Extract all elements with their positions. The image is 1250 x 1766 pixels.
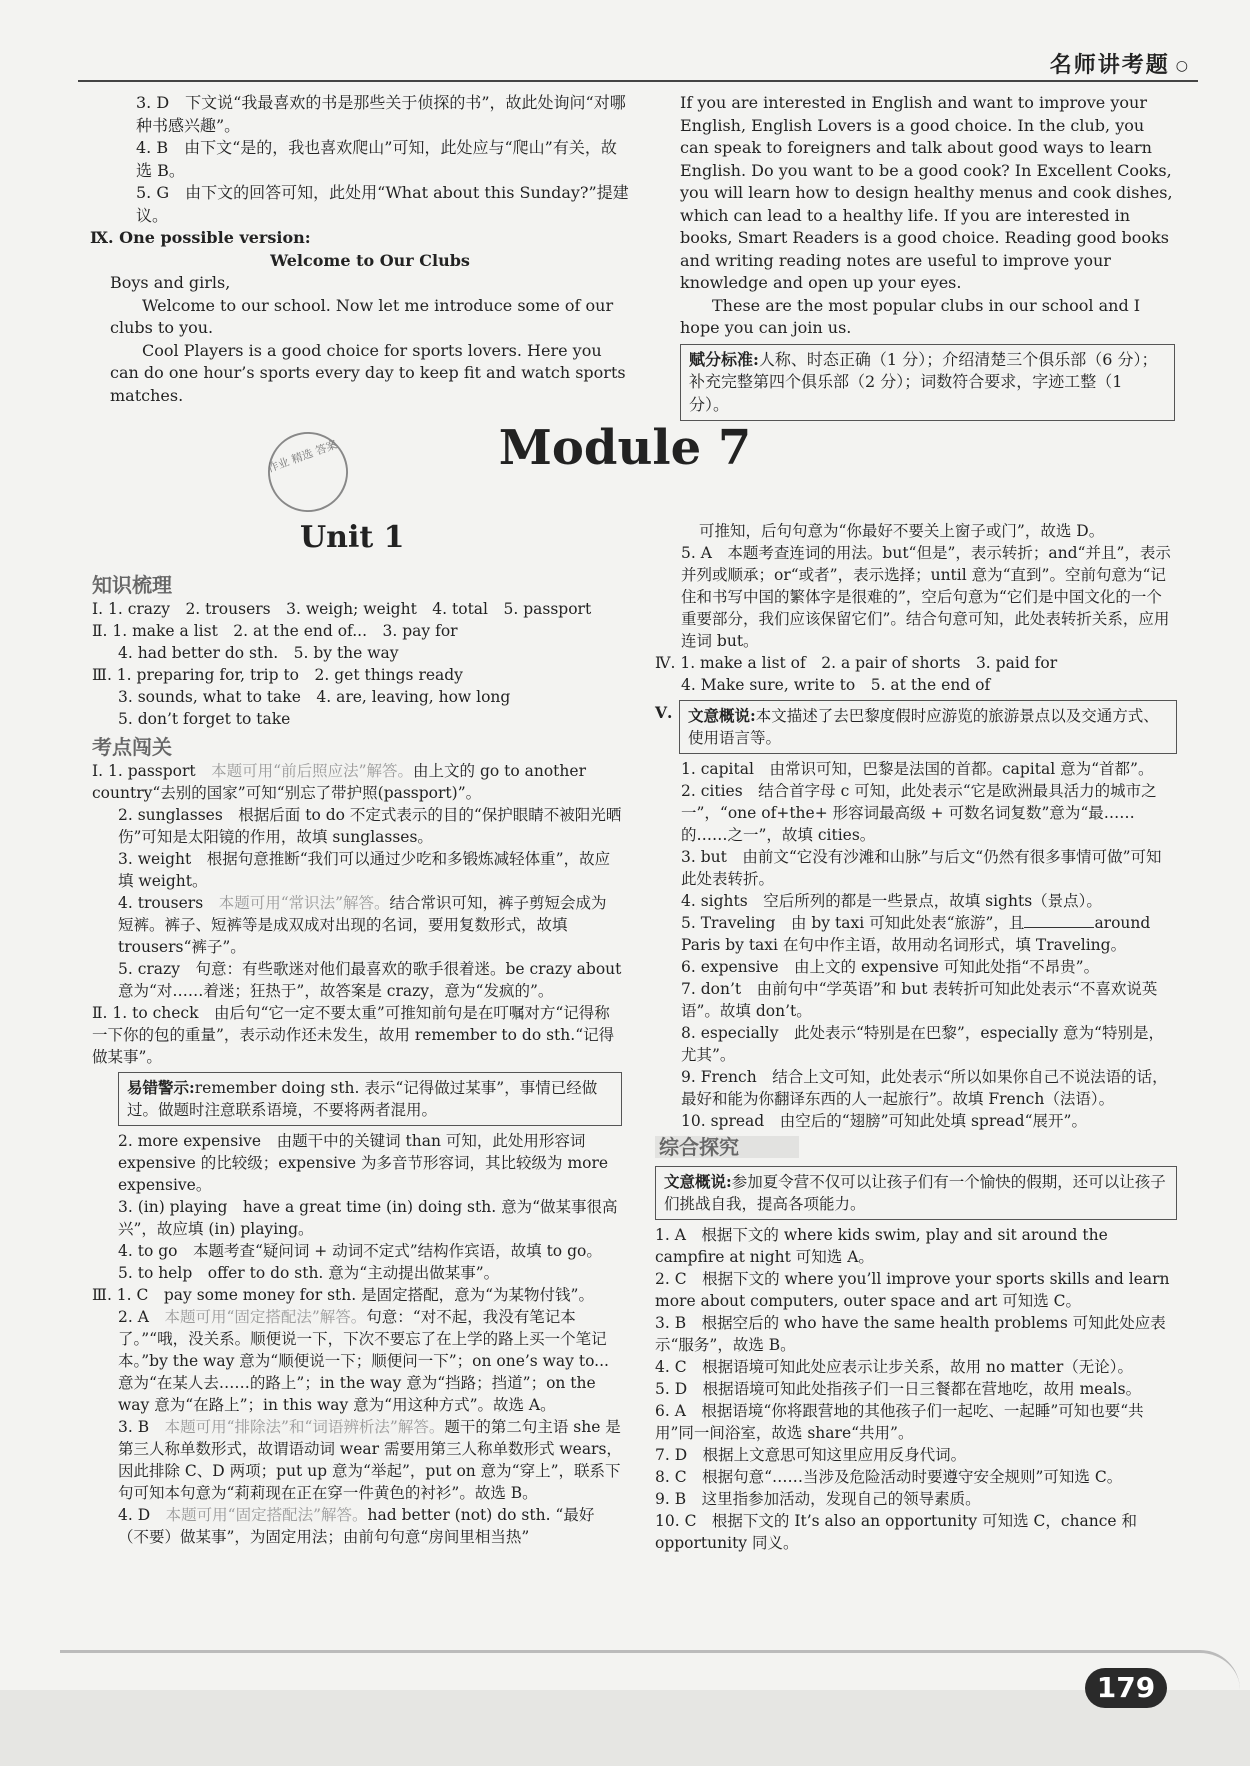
stamp-logo: 作业 精选 答案: [257, 421, 360, 524]
answer-item: 可推知，后句句意为“你最好不要关上窗子或门”，故选 D。: [699, 522, 1105, 540]
answer-line: Ⅳ. 1. make a list of 2. a pair of shorts 3. paid for: [655, 654, 1058, 672]
scoring-label: 赋分标准:: [689, 349, 759, 369]
answer-item: 5. D 根据语境可知此处指孩子们一日三餐都在营地吃，故用 meals。: [655, 1380, 1142, 1398]
essay-greeting: Boys and girls,: [110, 273, 231, 292]
section-v-row: [655, 696, 1177, 758]
answer-item: 1. A 根据下文的 where kids swim, play and sit around the campfire at night 可知选 A。: [655, 1226, 1108, 1266]
answer-item: 3. but 由前文“它没有沙滩和山脉”与后文“仍然有很多事情可做”可知此处表转折。: [681, 848, 1162, 888]
summary-text: 参加夏令营不仅可以让孩子们有一个愉快的假期，还可以让孩子们挑战自我，提高各项能力。: [664, 1173, 1166, 1213]
answer-item: 3. D 下文说“我最喜欢的书是那些关于侦探的书”，故此处询问“对哪种书感兴趣”。: [136, 93, 626, 135]
section-title: 综合探究: [655, 1136, 799, 1158]
answer-text: 题干的第二句主语 she 是第三人称单数形式，故谓语动词 wear 需要用第三人称单数形式 wears，因此排除 C、D 两项；put up 意为“举起”，put on 意为“穿上”，联系下句可知本句意为“莉莉现在正在穿一件黄色的衬衫”。故选 B。: [118, 1418, 622, 1502]
answer-item: 6. A 根据语境“你将跟营地的其他孩子们一起吃、一起睡”可知也要“共用”同一间浴室，故选 share“共用”。: [655, 1402, 1144, 1442]
section-ix-heading: Ⅸ. One possible version:: [90, 228, 311, 247]
answer-item: 5. G 由下文的回答可知，此处用“What about this Sunday?”提建议。: [136, 183, 629, 225]
right-top-column: [680, 92, 1175, 425]
answer-item: 7. D 根据上文意思可知这里应用反身代词。: [655, 1446, 967, 1464]
answer-item: 9. B 这里指参加活动，发现自己的领导素质。: [655, 1490, 981, 1508]
answer-item: 5. crazy 句意：有些歌迷对他们最喜欢的歌手很着迷。be crazy about 意为“对……着迷；狂热于”，故答案是 crazy，意为“发疯的”。: [118, 960, 622, 1000]
section-v-heading: Ⅴ.: [655, 703, 673, 722]
answer-item: 4. to go 本题考查“疑问词 + 动词不定式”结构作宾语，故填 to go。: [118, 1242, 602, 1260]
left-top-column: [90, 92, 630, 407]
answer-item: 2. cities 结合首字母 c 可知，此处表示“它是欧洲最具活力的城市之一”，“one of+the+ 形容词最高级 + 可数名词复数”意为“最……的……之一”，故填 cities。: [681, 782, 1157, 844]
answer-item: 4. B 由下文“是的，我也喜欢爬山”可知，此处应与“爬山”有关，故选 B。: [136, 138, 617, 180]
answer-item: 5. to help offer to do sth. 意为“主动提出做某事”。: [118, 1264, 500, 1282]
answer-item: 3. B 根据空后的 who have the same health problems 可知此处应表示“服务”，故选 B。: [655, 1314, 1166, 1354]
unit-title: Unit 1: [300, 520, 405, 555]
answer-text: around Paris by taxi 在句中作主语，故用动名词形式，填 Traveling。: [681, 914, 1151, 954]
answer-item: 5. A 本题考查连词的用法。but“但是”，表示转折；and“并且”，表示并列或顺承；or“或者”，表示选择；until 意为“直到”。空前句意为“记住和书写中国的繁体字是很难的”，空后句意为“它们是中国文化的一个重要部分，我们应该保留它们”。结合句意可知，此处表转折关系，应用连词 but。: [681, 544, 1171, 650]
blank-line: [1024, 913, 1094, 928]
answer-item: Ⅱ. 1. to check 由后句“它一定不要太重”可推知前句是在叮嘱对方“记得称一下你的包的重量”，表示动作还未发生，故用 remember to do sth.“记得做某事”。: [92, 1004, 615, 1066]
answer-item: 1. capital 由常识可知，巴黎是法国的首都。capital 意为“首都”。: [681, 760, 1154, 778]
answer-item: 4. C 根据语境可知此处应表示让步关系，故用 no matter（无论）。: [655, 1358, 1133, 1376]
answer-head: 4. trousers: [118, 894, 204, 912]
answer-text: 由上文的 go to another country“去别的国家”可知“别忘了带护照(passport)”。: [92, 762, 586, 802]
summary-box: [679, 700, 1177, 754]
scoring-box: [680, 344, 1175, 422]
answer-line: Ⅰ. 1. crazy 2. trousers 3. weigh; weight 4. total 5. passport: [92, 600, 592, 618]
method-hint: 本题可用“前后照应法”解答。: [211, 762, 414, 780]
answer-item: 8. especially 此处表示“特别是在巴黎”，especially 意为“特别是，尤其”。: [681, 1024, 1164, 1064]
left-main-column: [92, 568, 622, 1548]
method-hint: 本题可用“固定搭配法”解答。: [164, 1308, 367, 1326]
answer-text: 5. Traveling 由 by taxi 可知此处表“旅游”，且: [681, 914, 1025, 932]
method-hint: 本题可用“常识法”解答。: [218, 894, 390, 912]
summary-box: [655, 1166, 1177, 1220]
answer-line: Ⅱ. 1. make a list 2. at the end of... 3. pay for: [92, 622, 458, 640]
footer-curve: [60, 1650, 1240, 1713]
answer-line: 5. don’t forget to take: [118, 710, 291, 728]
answer-item: 9. French 结合上文可知，此处表示“所以如果你自己不说法语的话，最好和能为你翻译东西的人一起旅行”。故填 French（法语）。: [681, 1068, 1168, 1108]
answer-head: 3. B: [118, 1418, 150, 1436]
answer-head: 2. A: [118, 1308, 149, 1326]
answer-text: 结合常识可知，裤子剪短会成为短裤。裤子、短裤等是成双成对出现的名词，要用复数形式，故填 trousers“裤子”。: [118, 894, 607, 956]
answer-item: 8. C 根据句意“……当涉及危险活动时要遵守安全规则”可知选 C。: [655, 1468, 1123, 1486]
header-rule: [78, 80, 1198, 82]
answer-item: 3. (in) playing have a great time (in) doing sth. 意为“做某事很高兴”，故应填 (in) playing。: [118, 1198, 618, 1238]
answer-text: 句意：“对不起，我没有笔记本了。”“哦，没关系。顺便说一下，下次不要忘了在上学的路上买一个笔记本。”by the way 意为“顺便说一下；顺便问一下”；on one’s way to... 意为“在某人去……的路上”；in the way 意为“挡路；挡道”；on the way 意为“在路上”；in this way 意为“用这种方式”。故选 A。: [118, 1308, 609, 1414]
answer-item: 2. sunglasses 根据后面 to do 不定式表示的目的“保护眼睛不被阳光晒伤”可知是太阳镜的作用，故填 sunglasses。: [118, 806, 622, 846]
answer-item: [92, 1504, 622, 1548]
method-hint: 本题可用“固定搭配法”解答。: [165, 1506, 368, 1524]
answer-item: 10. C 根据下文的 It’s also an opportunity 可知选 C，chance 和 opportunity 同义。: [655, 1512, 1138, 1552]
answer-line: Ⅲ. 1. preparing for, trip to 2. get things ready: [92, 666, 463, 684]
answer-line: 3. sounds, what to take 4. are, leaving, how long: [118, 688, 511, 706]
section-title: 知识梳理: [92, 573, 172, 597]
section-title: 考点闯关: [92, 735, 172, 759]
right-main-column: [655, 520, 1177, 1554]
answer-head: Ⅰ. 1. passport: [92, 762, 196, 780]
summary-label: 文意概说:: [664, 1172, 732, 1191]
essay-title: Welcome to Our Clubs: [270, 250, 470, 270]
answer-item: [655, 912, 1177, 956]
essay-paragraph: Cool Players is a good choice for sports lovers. Here you can do one hour’s sports every day to keep fit and watch sports matches.: [110, 340, 626, 405]
answer-item: 6. expensive 由上文的 expensive 可知此处指“不昂贵”。: [681, 958, 1100, 976]
answer-item: 3. weight 根据句意推断“我们可以通过少吃和多锻炼减轻体重”，故应填 weight。: [118, 850, 611, 890]
answer-item: 7. don’t 由前句中“学英语”和 but 表转折可知此处表示“不喜欢说英语”。故填 don’t。: [681, 980, 1158, 1020]
answer-item: [92, 1306, 622, 1416]
answer-line: 4. had better do sth. 5. by the way: [118, 644, 399, 662]
essay-paragraph: These are the most popular clubs in our school and I hope you can join us.: [680, 295, 1141, 337]
summary-text: 本文描述了去巴黎度假时应游览的旅游景点以及交通方式、使用语言等。: [688, 707, 1159, 747]
module-title: Module 7: [498, 420, 752, 476]
answer-line: 4. Make sure, write to 5. at the end of: [681, 676, 991, 694]
answer-item: 4. sights 空后所列的都是一些景点，故填 sights（景点）。: [681, 892, 1102, 910]
essay-paragraph: Welcome to our school. Now let me introduce some of our clubs to you.: [110, 295, 614, 337]
warning-label: 易错警示:: [127, 1078, 195, 1097]
answer-head: 4. D: [118, 1506, 151, 1524]
warning-text: remember doing sth. 表示“记得做过某事”，事情已经做过。做题时注意联系语境，不要将两者混用。: [127, 1079, 598, 1119]
answer-item: 10. spread 由空后的“翅膀”可知此处填 spread“展开”。: [681, 1112, 1087, 1130]
answer-item: 2. more expensive 由题干中的关键词 than 可知，此处用形容词 expensive 的比较级；expensive 为多音节形容词，其比较级为 more expensive。: [118, 1132, 609, 1194]
answer-item: Ⅲ. 1. C pay some money for sth. 是固定搭配，意为“为某物付钱”。: [92, 1286, 594, 1304]
answer-item: [92, 760, 622, 804]
warning-box: [118, 1072, 622, 1126]
answer-item: [92, 892, 622, 958]
answer-item: 2. C 根据下文的 where you’ll improve your sports skills and learn more about computers, outer space and art 可知选 C。: [655, 1270, 1170, 1310]
essay-paragraph: If you are interested in English and want to improve your English, English Lovers is a good choice. In the club, you can speak to foreigners and talk about good ways to learn English. Do you want to be a good cook? In Excellent Cooks, you will learn how to design healthy menus and cook dishes, which can lead to a healthy life. If you are interested in books, Smart Readers is a good choice. Reading good books and writing reading notes are useful to improve your knowledge and open up your eyes.: [680, 93, 1173, 292]
page-number: 179: [1085, 1668, 1167, 1708]
method-hint: 本题可用“排除法”和“词语辨析法”解答。: [164, 1418, 445, 1436]
answer-text: had better (not) do sth. “最好（不要）做某事”，为固定用法；由前句句意“房间里相当热”: [118, 1506, 595, 1546]
answer-item: [92, 1416, 622, 1504]
scoring-text: 人称、时态正确（1 分）；介绍清楚三个俱乐部（6 分）；补充完整第四个俱乐部（2 分）；词数符合要求，字迹工整（1 分）。: [689, 349, 1158, 414]
summary-label: 文意概说:: [688, 706, 756, 725]
header-brand: 名师讲考题 ○: [1050, 48, 1190, 79]
